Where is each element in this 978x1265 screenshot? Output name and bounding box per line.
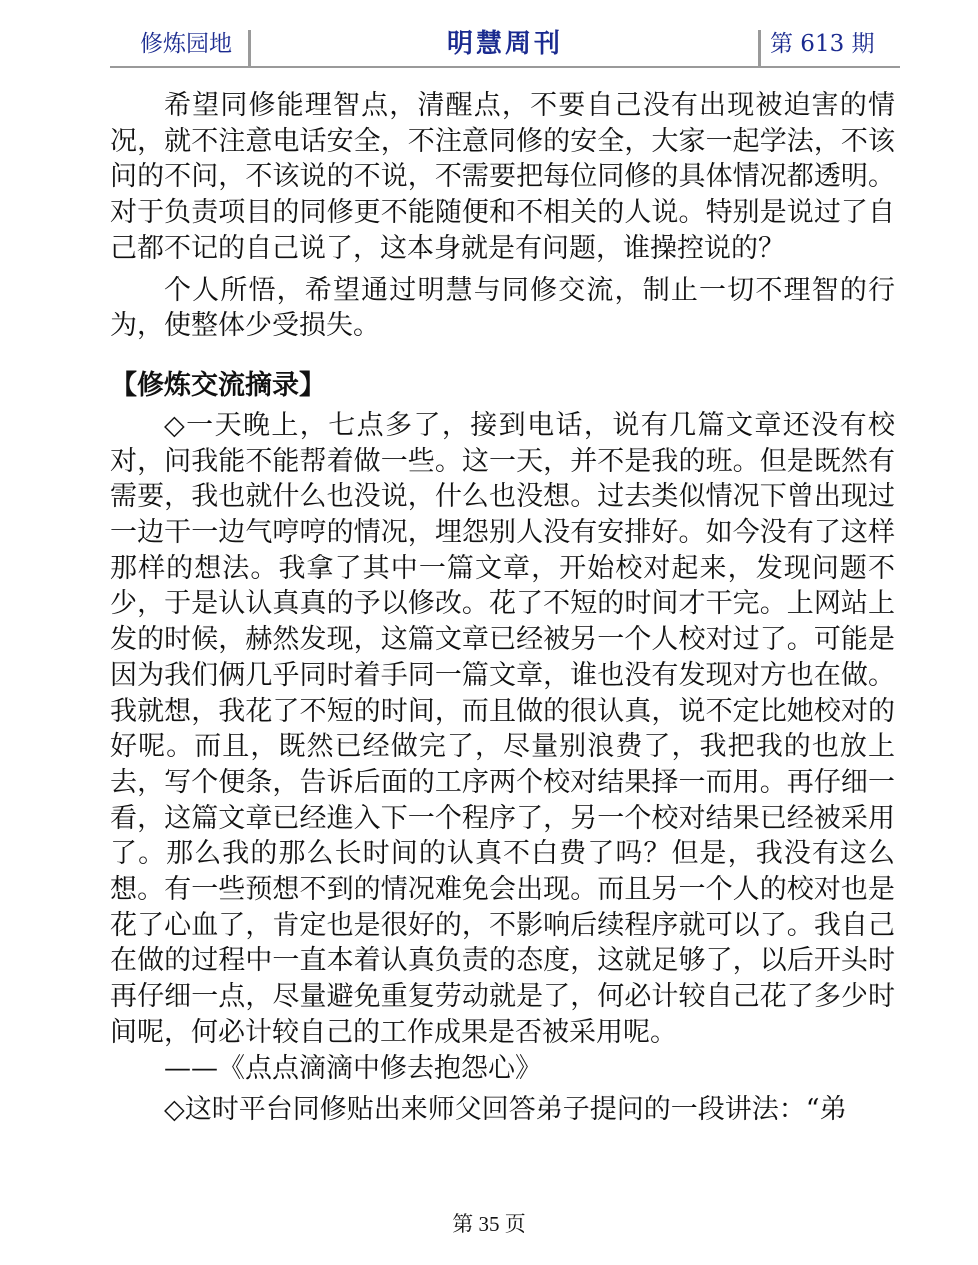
page-header: [110, 22, 900, 68]
body-paragraph-1: 希望同修能理智点，清醒点，不要自己没有出现被迫害的情况，就不注意电话安全，不注意同修的安全，大家一起学法，不该问的不问，不该说的不说，不需要把每位同修的具体情况都透明。对于负责项目的同修更不能随便和不相关的人说。特别是说过了自己都不记的自己说了，这本身就是有问题，谁操控说的？: [110, 90, 895, 264]
page-number: 第 35 页: [452, 1212, 526, 1236]
header-section-name: 修炼园地: [140, 31, 232, 57]
excerpt-1-text: ◇一天晚上，七点多了，接到电话，说有几篇文章还没有校对，问我能不能帮着做一些。这一天，并不是我的班。但是既然有需要，我也就什么也没说，什么也没想。过去类似情况下曾出现过一边干一边气哼哼的情况，埋怨别人没有安排好。如今没有了这样那样的想法。我拿了其中一篇文章，开始校对起来，发现问题不少，于是认认真真的予以修改。花了不短的时间才干完。上网站上发的时候，赫然发现，这篇文章已经被另一个人校对过了。可能是因为我们俩几乎同时着手同一篇文章，谁也没有发现对方也在做。我就想，我花了不短的时间，而且做的很认真，说不定比她校对的好呢。而且，既然已经做完了，尽量别浪费了，我把我的也放上去，写个便条，告诉后面的工序两个校对结果择一而用。再仔细一看，这篇文章已经進入下一个程序了，另一个校对结果已经被采用了。那么我的那么长时间的认真不白费了吗？但是，我没有这么想。有一些预想不到的情况难免会出现。而且另一个人的校对也是花了心血了，肯定也是很好的，不影响后续程序就可以了。我自己在做的过程中一直本着认真负责的态度，这就足够了，以后开头时再仔细一点，尽量避免重复劳动就是了，何必计较自己花了多少时间呢，何必计较自己的工作成果是否被采用呢。: [110, 409, 895, 1048]
body-paragraph-2: 个人所悟，希望通过明慧与同修交流，制止一切不理智的行为，使整体少受损失。: [110, 274, 895, 342]
excerpt-1-source: ——《点点滴滴中修去抱怨心》: [164, 1052, 542, 1084]
header-rule: [110, 66, 900, 68]
header-publication-title: 明慧周刊: [446, 29, 563, 59]
header-issue-number: 第 613 期: [770, 31, 875, 57]
excerpt-2-text: ◇这时平台同修贴出来师父回答弟子提问的一段讲法：“弟: [164, 1094, 847, 1126]
article-body: [110, 88, 895, 1128]
section-title: 【修炼交流摘录】: [110, 369, 326, 401]
header-divider-right: [758, 30, 761, 66]
